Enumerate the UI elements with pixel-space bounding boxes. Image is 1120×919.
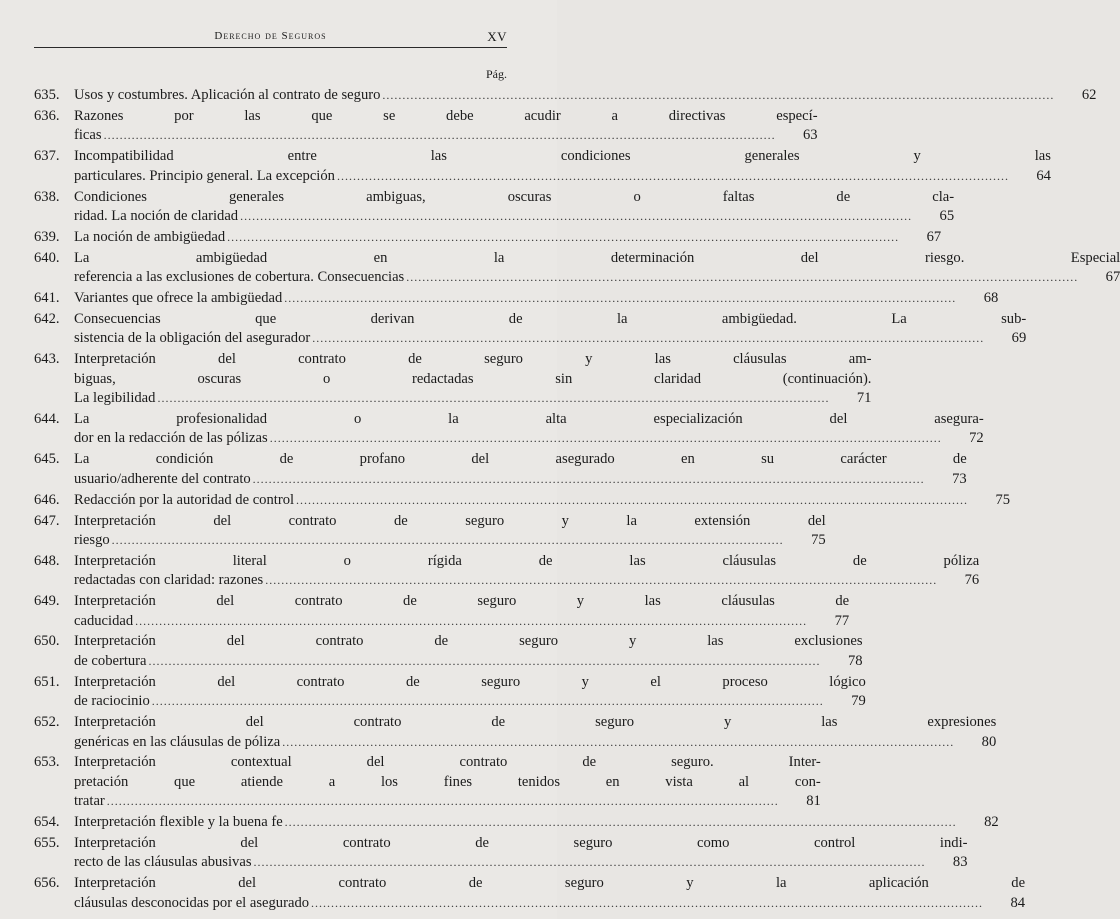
toc-entry <box>34 552 980 591</box>
dot-leader <box>149 652 821 671</box>
entry-number: 655. <box>34 835 60 852</box>
entry-title-line: Interpretación del contrato de seguro y la extensión del <box>74 512 826 529</box>
toc-entry <box>34 813 999 832</box>
entry-title-last-line <box>74 692 866 711</box>
toc-entry <box>34 753 821 811</box>
entry-number: 649. <box>34 593 60 610</box>
entry-page-number: 81 <box>806 793 821 810</box>
entry-title-last-line <box>74 733 996 752</box>
toc-entry <box>34 450 967 489</box>
entry-number: 636. <box>34 107 60 124</box>
entry-title-line: Interpretación del contrato de seguro y el proceso lógico <box>74 673 866 690</box>
entry-title-text: cláusulas desconocidas por el asegurado <box>74 894 310 911</box>
entry-page-number: 82 <box>984 814 999 831</box>
entry-title-text: particulares. Principio general. La excepción <box>74 167 335 184</box>
toc-entry <box>34 86 1097 105</box>
dot-leader <box>284 289 956 308</box>
entry-number: 653. <box>34 754 60 771</box>
dot-leader <box>152 692 824 711</box>
dot-leader <box>107 792 779 811</box>
dot-leader <box>270 429 942 448</box>
entry-title-text: usuario/adherente del contrato <box>74 470 251 487</box>
entry-title-line: Interpretación del contrato de seguro como control indi- <box>74 835 968 852</box>
entry-title-line: Razones por las que se debe acudir a directivas especí- <box>74 107 818 124</box>
entry-title-text: ficas <box>74 127 102 144</box>
entry-title-last-line <box>74 652 863 671</box>
entry-number: 654. <box>34 814 60 831</box>
dot-leader <box>253 470 925 489</box>
entry-page-number: 79 <box>851 693 866 710</box>
dot-leader <box>282 733 954 752</box>
entry-title-text: La legibilidad <box>74 390 156 407</box>
running-head: Derecho de Seguros <box>214 30 327 42</box>
toc-entry <box>34 874 1026 913</box>
entry-number: 645. <box>34 451 60 468</box>
entry-title-last-line <box>74 228 941 247</box>
entry-title-line: La condición de profano del asegurado en su carácter de <box>74 451 967 468</box>
entry-title-last-line <box>74 894 1025 913</box>
entry-title-last-line <box>74 329 1026 348</box>
dot-leader <box>104 126 776 145</box>
entry-title-line: Interpretación del contrato de seguro y las exclusiones <box>74 633 863 650</box>
entry-title-line: Incompatibilidad entre las condiciones generales y las <box>74 148 1051 165</box>
entry-title-last-line <box>74 470 967 489</box>
entry-title-line: Interpretación del contrato de seguro y las expresiones <box>74 714 997 731</box>
toc-entry <box>34 673 866 712</box>
entry-page-number: 65 <box>939 207 955 224</box>
entry-title-text: recto de las cláusulas abusivas <box>74 854 252 871</box>
entry-title-last-line <box>74 491 1010 510</box>
entry-title-text: referencia a las exclusiones de cobertura. Consecuencias <box>74 269 405 286</box>
entry-title-text: dor en la redacción de las pólizas <box>74 430 268 447</box>
page-column-label: Pág. <box>486 67 507 81</box>
entry-title-text: de raciocinio <box>74 693 150 710</box>
entry-number: 644. <box>34 411 60 427</box>
entry-title-text: Redacción por la autoridad de control <box>74 491 295 508</box>
entry-title-text: genéricas en las cláusulas de póliza <box>74 733 281 750</box>
entry-title-text: caducidad <box>74 612 134 629</box>
entry-number: 650. <box>34 633 60 650</box>
entry-page-number: 69 <box>1011 330 1027 347</box>
entry-page-number: 64 <box>1036 167 1051 184</box>
entry-page-number: 76 <box>964 572 980 589</box>
entry-title-last-line <box>74 612 849 631</box>
dot-leader <box>296 491 968 510</box>
entry-title-text: tratar <box>74 793 105 810</box>
dot-leader <box>254 853 926 872</box>
entry-page-number: 84 <box>1010 894 1026 911</box>
entry-page-number: 67 <box>926 228 942 245</box>
entry-title-last-line <box>74 813 999 832</box>
toc-entry <box>34 834 968 873</box>
toc-entry <box>34 350 872 408</box>
entry-title-line: Interpretación literal o rígida de las cláusulas de póliza <box>74 552 980 569</box>
toc-entry <box>34 249 1120 288</box>
entry-number: 640. <box>34 249 60 266</box>
toc-entry <box>34 491 1011 510</box>
dot-leader <box>157 389 829 408</box>
entry-number: 641. <box>34 290 60 307</box>
dot-leader <box>285 813 957 832</box>
entry-number: 643. <box>34 351 60 368</box>
entry-number: 656. <box>34 875 60 892</box>
entry-page-number: 72 <box>969 430 984 447</box>
toc-entry <box>34 147 1051 186</box>
entry-title-last-line <box>74 389 871 408</box>
page-header <box>34 27 507 48</box>
entry-page-number: 75 <box>995 491 1011 508</box>
entry-page-number: 62 <box>1081 87 1097 103</box>
entry-number: 635. <box>34 87 60 103</box>
dot-leader <box>311 894 983 913</box>
entry-title-last-line <box>74 792 821 811</box>
toc-entry <box>34 289 999 308</box>
entry-number: 646. <box>34 491 60 508</box>
entry-title-last-line <box>74 126 818 145</box>
entry-title-line: Interpretación contextual del contrato de seguro. Inter- <box>74 754 821 771</box>
entry-title-last-line <box>74 86 1096 105</box>
entry-title-line: La ambigüedad en la determinación del riesgo. Especial <box>74 249 1120 266</box>
entry-title-last-line <box>74 571 979 590</box>
entry-number: 647. <box>34 512 60 529</box>
toc-entry <box>34 512 826 551</box>
toc-entry <box>34 107 818 146</box>
entry-title-last-line <box>74 167 1051 186</box>
entry-title-last-line <box>74 268 1120 287</box>
entry-page-number: 67 <box>1105 269 1120 286</box>
dot-leader <box>312 329 984 348</box>
entry-title-text: redactadas con claridad: razones <box>74 572 264 589</box>
dot-leader <box>112 531 784 550</box>
entry-title-line: La profesionalidad o la alta especialización del asegura- <box>74 411 984 427</box>
dot-leader <box>337 167 1009 186</box>
entry-title-text: sistencia de la obligación del asegurador <box>74 330 311 347</box>
toc-entry <box>34 592 850 631</box>
entry-page-number: 83 <box>952 854 968 871</box>
entry-page-number: 80 <box>981 733 997 750</box>
entry-title-line: Interpretación del contrato de seguro y las cláusulas am- <box>74 351 872 368</box>
entry-title-last-line <box>74 531 826 550</box>
entry-number: 648. <box>34 552 60 569</box>
toc-entry <box>34 410 984 449</box>
toc-entry <box>34 632 863 671</box>
entry-page-number: 71 <box>856 390 872 407</box>
entry-title-line: pretación que atiende a los fines tenidos en vista al con- <box>74 773 821 790</box>
entry-page-number: 75 <box>811 531 826 548</box>
table-of-contents <box>34 86 1120 915</box>
page-folio: XV <box>487 29 507 44</box>
entry-title-last-line <box>74 289 998 308</box>
toc-entry <box>34 188 955 227</box>
entry-title-text: La noción de ambigüedad <box>74 228 226 245</box>
entry-title-text: riesgo <box>74 531 110 548</box>
entry-number: 639. <box>34 228 60 245</box>
entry-title-last-line <box>74 207 954 226</box>
dot-leader <box>406 268 1078 287</box>
entry-title-line: Interpretación del contrato de seguro y las cláusulas de <box>74 593 850 610</box>
entry-title-line: Consecuencias que derivan de la ambigüedad. La sub- <box>74 310 1027 327</box>
entry-title-last-line <box>74 429 984 448</box>
dot-leader <box>382 86 1054 105</box>
toc-entry <box>34 228 942 247</box>
entry-number: 642. <box>34 310 60 327</box>
entry-title-text: ridad. La noción de claridad <box>74 207 239 224</box>
entry-title-line: Condiciones generales ambiguas, oscuras o faltas de cla- <box>74 188 955 205</box>
entry-title-text: Interpretación flexible y la buena fe <box>74 814 283 831</box>
dot-leader <box>265 571 937 590</box>
dot-leader <box>135 612 807 631</box>
entry-title-line: biguas, oscuras o redactadas sin claridad (continuación). <box>74 370 872 387</box>
entry-title-last-line <box>74 853 968 872</box>
entry-title-text: Variantes que ofrece la ambigüedad <box>74 290 283 307</box>
dot-leader <box>240 207 912 226</box>
entry-page-number: 63 <box>802 127 818 144</box>
entry-number: 638. <box>34 188 60 205</box>
entry-number: 652. <box>34 714 60 731</box>
entry-number: 651. <box>34 673 60 690</box>
entry-page-number: 73 <box>952 470 967 487</box>
dot-leader <box>227 228 899 247</box>
entry-number: 637. <box>34 148 60 165</box>
entry-title-line: Interpretación del contrato de seguro y la aplicación de <box>74 875 1026 892</box>
entry-title-text: de cobertura <box>74 652 147 669</box>
entry-page-number: 68 <box>983 290 999 307</box>
entry-title-text: Usos y costumbres. Aplicación al contrato de seguro <box>74 87 381 103</box>
toc-entry <box>34 713 997 752</box>
entry-page-number: 78 <box>847 652 863 669</box>
toc-entry <box>34 310 1027 349</box>
entry-page-number: 77 <box>834 612 850 629</box>
